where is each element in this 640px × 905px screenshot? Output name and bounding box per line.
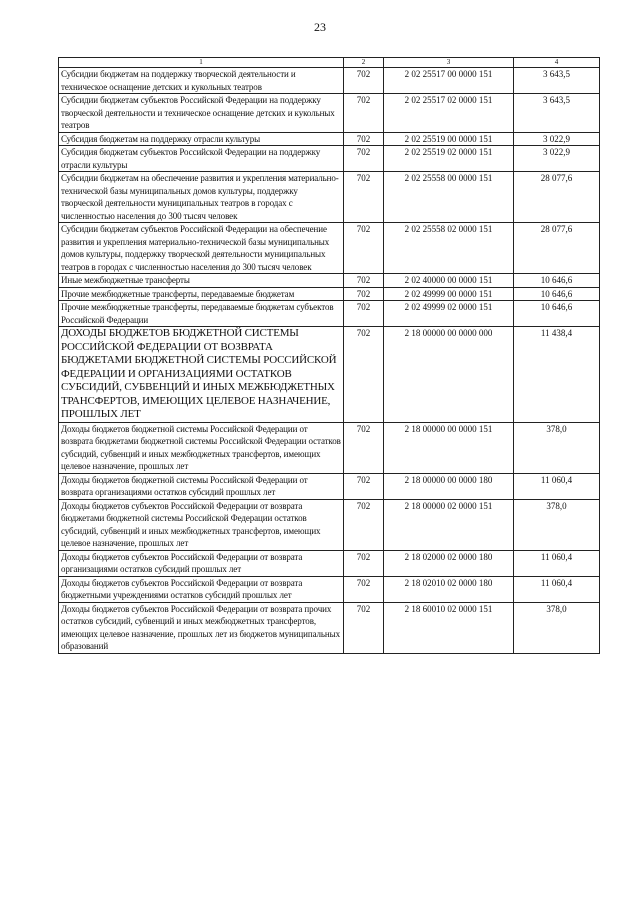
row-name-cell: Субсидии бюджетам на обеспечение развития и укрепления материально-технической базы муниципальных домов культуры, поддержку творческой деятельности муниципальных театров в городах с численностью населения до 300 тысяч человек xyxy=(59,172,344,223)
row-name-cell: Доходы бюджетов субъектов Российской Федерации от возврата бюджетами бюджетной системы Российской Федерации остатков субсидий, субвенций и иных межбюджетных трансфертов, имеющих целевое назначение, прошлых лет xyxy=(59,499,344,550)
row-admin-code-cell: 702 xyxy=(344,132,384,146)
table-row xyxy=(59,602,600,653)
row-amount-cell: 3 022,9 xyxy=(514,146,600,172)
row-classification-code-cell: 2 02 25517 00 0000 151 xyxy=(384,68,514,94)
row-name-cell: ДОХОДЫ БЮДЖЕТОВ БЮДЖЕТНОЙ СИСТЕМЫ РОССИЙСКОЙ ФЕДЕРАЦИИ ОТ ВОЗВРАТА БЮДЖЕТАМИ БЮДЖЕТНОЙ СИСТЕМЫ РОССИЙСКОЙ ФЕДЕРАЦИИ И ОРГАНИЗАЦИЯМИ ОСТАТКОВ СУБСИДИЙ, СУБВЕНЦИЙ И ИНЫХ МЕЖБЮДЖЕТНЫХ ТРАНСФЕРТОВ, ИМЕЮЩИХ ЦЕЛЕВОЕ НАЗНАЧЕНИЕ, ПРОШЛЫХ ЛЕТ xyxy=(59,327,344,423)
table-row xyxy=(59,132,600,146)
row-classification-code-cell: 2 18 60010 02 0000 151 xyxy=(384,602,514,653)
row-amount-cell: 11 060,4 xyxy=(514,550,600,576)
table-row xyxy=(59,94,600,133)
row-classification-code-cell: 2 02 25558 02 0000 151 xyxy=(384,223,514,274)
row-admin-code-cell: 702 xyxy=(344,550,384,576)
row-classification-code-cell: 2 18 02000 02 0000 180 xyxy=(384,550,514,576)
row-name-cell: Субсидия бюджетам на поддержку отрасли культуры xyxy=(59,132,344,146)
table-body xyxy=(59,68,600,654)
row-amount-cell: 11 438,4 xyxy=(514,327,600,423)
row-admin-code-cell: 702 xyxy=(344,327,384,423)
table-header xyxy=(59,58,600,68)
row-admin-code-cell: 702 xyxy=(344,287,384,301)
row-amount-cell: 10 646,6 xyxy=(514,301,600,327)
row-name-cell: Субсидии бюджетам субъектов Российской Федерации на обеспечение развития и укрепления материально-технической базы муниципальных домов культуры, поддержку творческой деятельности муниципальных театров в городах с численностью населения до 300 тысяч человек xyxy=(59,223,344,274)
header-col-3: 3 xyxy=(384,58,514,68)
table-row xyxy=(59,172,600,223)
row-name-cell: Доходы бюджетов субъектов Российской Федерации от возврата организациями остатков субсидий прошлых лет xyxy=(59,550,344,576)
header-col-4: 4 xyxy=(514,58,600,68)
row-classification-code-cell: 2 18 00000 00 0000 151 xyxy=(384,422,514,473)
row-admin-code-cell: 702 xyxy=(344,94,384,133)
row-classification-code-cell: 2 02 49999 02 0000 151 xyxy=(384,301,514,327)
row-amount-cell: 11 060,4 xyxy=(514,473,600,499)
row-admin-code-cell: 702 xyxy=(344,422,384,473)
row-amount-cell: 3 643,5 xyxy=(514,68,600,94)
table-row xyxy=(59,327,600,423)
row-name-cell: Доходы бюджетов бюджетной системы Российской Федерации от возврата организациями остатков субсидий прошлых лет xyxy=(59,473,344,499)
row-amount-cell: 378,0 xyxy=(514,602,600,653)
row-admin-code-cell: 702 xyxy=(344,274,384,288)
table-row xyxy=(59,422,600,473)
table-row xyxy=(59,576,600,602)
row-amount-cell: 28 077,6 xyxy=(514,223,600,274)
page-number: 23 xyxy=(314,20,326,34)
table-row xyxy=(59,68,600,94)
row-admin-code-cell: 702 xyxy=(344,146,384,172)
row-classification-code-cell: 2 02 40000 00 0000 151 xyxy=(384,274,514,288)
table-row xyxy=(59,146,600,172)
row-amount-cell: 3 022,9 xyxy=(514,132,600,146)
row-classification-code-cell: 2 18 00000 00 0000 180 xyxy=(384,473,514,499)
row-classification-code-cell: 2 18 00000 02 0000 151 xyxy=(384,499,514,550)
row-name-cell: Доходы бюджетов субъектов Российской Федерации от возврата прочих остатков субсидий, субвенций и иных межбюджетных трансфертов, имеющих целевое назначение, прошлых лет из бюджетов муниципальных образований xyxy=(59,602,344,653)
revenue-table xyxy=(58,57,600,654)
row-name-cell: Иные межбюджетные трансферты xyxy=(59,274,344,288)
table-row xyxy=(59,550,600,576)
table-row xyxy=(59,223,600,274)
row-name-cell: Субсидии бюджетам субъектов Российской Федерации на поддержку творческой деятельности и техническое оснащение детских и кукольных театров xyxy=(59,94,344,133)
row-admin-code-cell: 702 xyxy=(344,576,384,602)
row-admin-code-cell: 702 xyxy=(344,68,384,94)
row-admin-code-cell: 702 xyxy=(344,172,384,223)
row-admin-code-cell: 702 xyxy=(344,473,384,499)
row-amount-cell: 378,0 xyxy=(514,499,600,550)
table-row xyxy=(59,274,600,288)
row-name-cell: Прочие межбюджетные трансферты, передаваемые бюджетам xyxy=(59,287,344,301)
table-row xyxy=(59,473,600,499)
row-classification-code-cell: 2 02 25519 02 0000 151 xyxy=(384,146,514,172)
row-amount-cell: 10 646,6 xyxy=(514,274,600,288)
row-amount-cell: 10 646,6 xyxy=(514,287,600,301)
row-amount-cell: 28 077,6 xyxy=(514,172,600,223)
row-admin-code-cell: 702 xyxy=(344,301,384,327)
row-classification-code-cell: 2 02 25558 00 0000 151 xyxy=(384,172,514,223)
row-name-cell: Доходы бюджетов субъектов Российской Федерации от возврата бюджетными учреждениями остатков субсидий прошлых лет xyxy=(59,576,344,602)
row-classification-code-cell: 2 02 49999 00 0000 151 xyxy=(384,287,514,301)
header-col-1: 1 xyxy=(59,58,344,68)
header-col-2: 2 xyxy=(344,58,384,68)
row-classification-code-cell: 2 02 25519 00 0000 151 xyxy=(384,132,514,146)
table-row xyxy=(59,287,600,301)
table-row xyxy=(59,499,600,550)
row-amount-cell: 378,0 xyxy=(514,422,600,473)
row-classification-code-cell: 2 18 00000 00 0000 000 xyxy=(384,327,514,423)
row-name-cell: Прочие межбюджетные трансферты, передаваемые бюджетам субъектов Российской Федерации xyxy=(59,301,344,327)
row-admin-code-cell: 702 xyxy=(344,602,384,653)
table-row xyxy=(59,301,600,327)
row-amount-cell: 11 060,4 xyxy=(514,576,600,602)
row-admin-code-cell: 702 xyxy=(344,499,384,550)
row-amount-cell: 3 643,5 xyxy=(514,94,600,133)
row-admin-code-cell: 702 xyxy=(344,223,384,274)
row-name-cell: Субсидии бюджетам на поддержку творческой деятельности и техническое оснащение детских и кукольных театров xyxy=(59,68,344,94)
row-classification-code-cell: 2 02 25517 02 0000 151 xyxy=(384,94,514,133)
row-name-cell: Субсидия бюджетам субъектов Российской Федерации на поддержку отрасли культуры xyxy=(59,146,344,172)
row-classification-code-cell: 2 18 02010 02 0000 180 xyxy=(384,576,514,602)
row-name-cell: Доходы бюджетов бюджетной системы Российской Федерации от возврата бюджетами бюджетной системы Российской Федерации остатков субсидий, субвенций и иных межбюджетных трансфертов, имеющих целевое назначение, прошлых лет xyxy=(59,422,344,473)
